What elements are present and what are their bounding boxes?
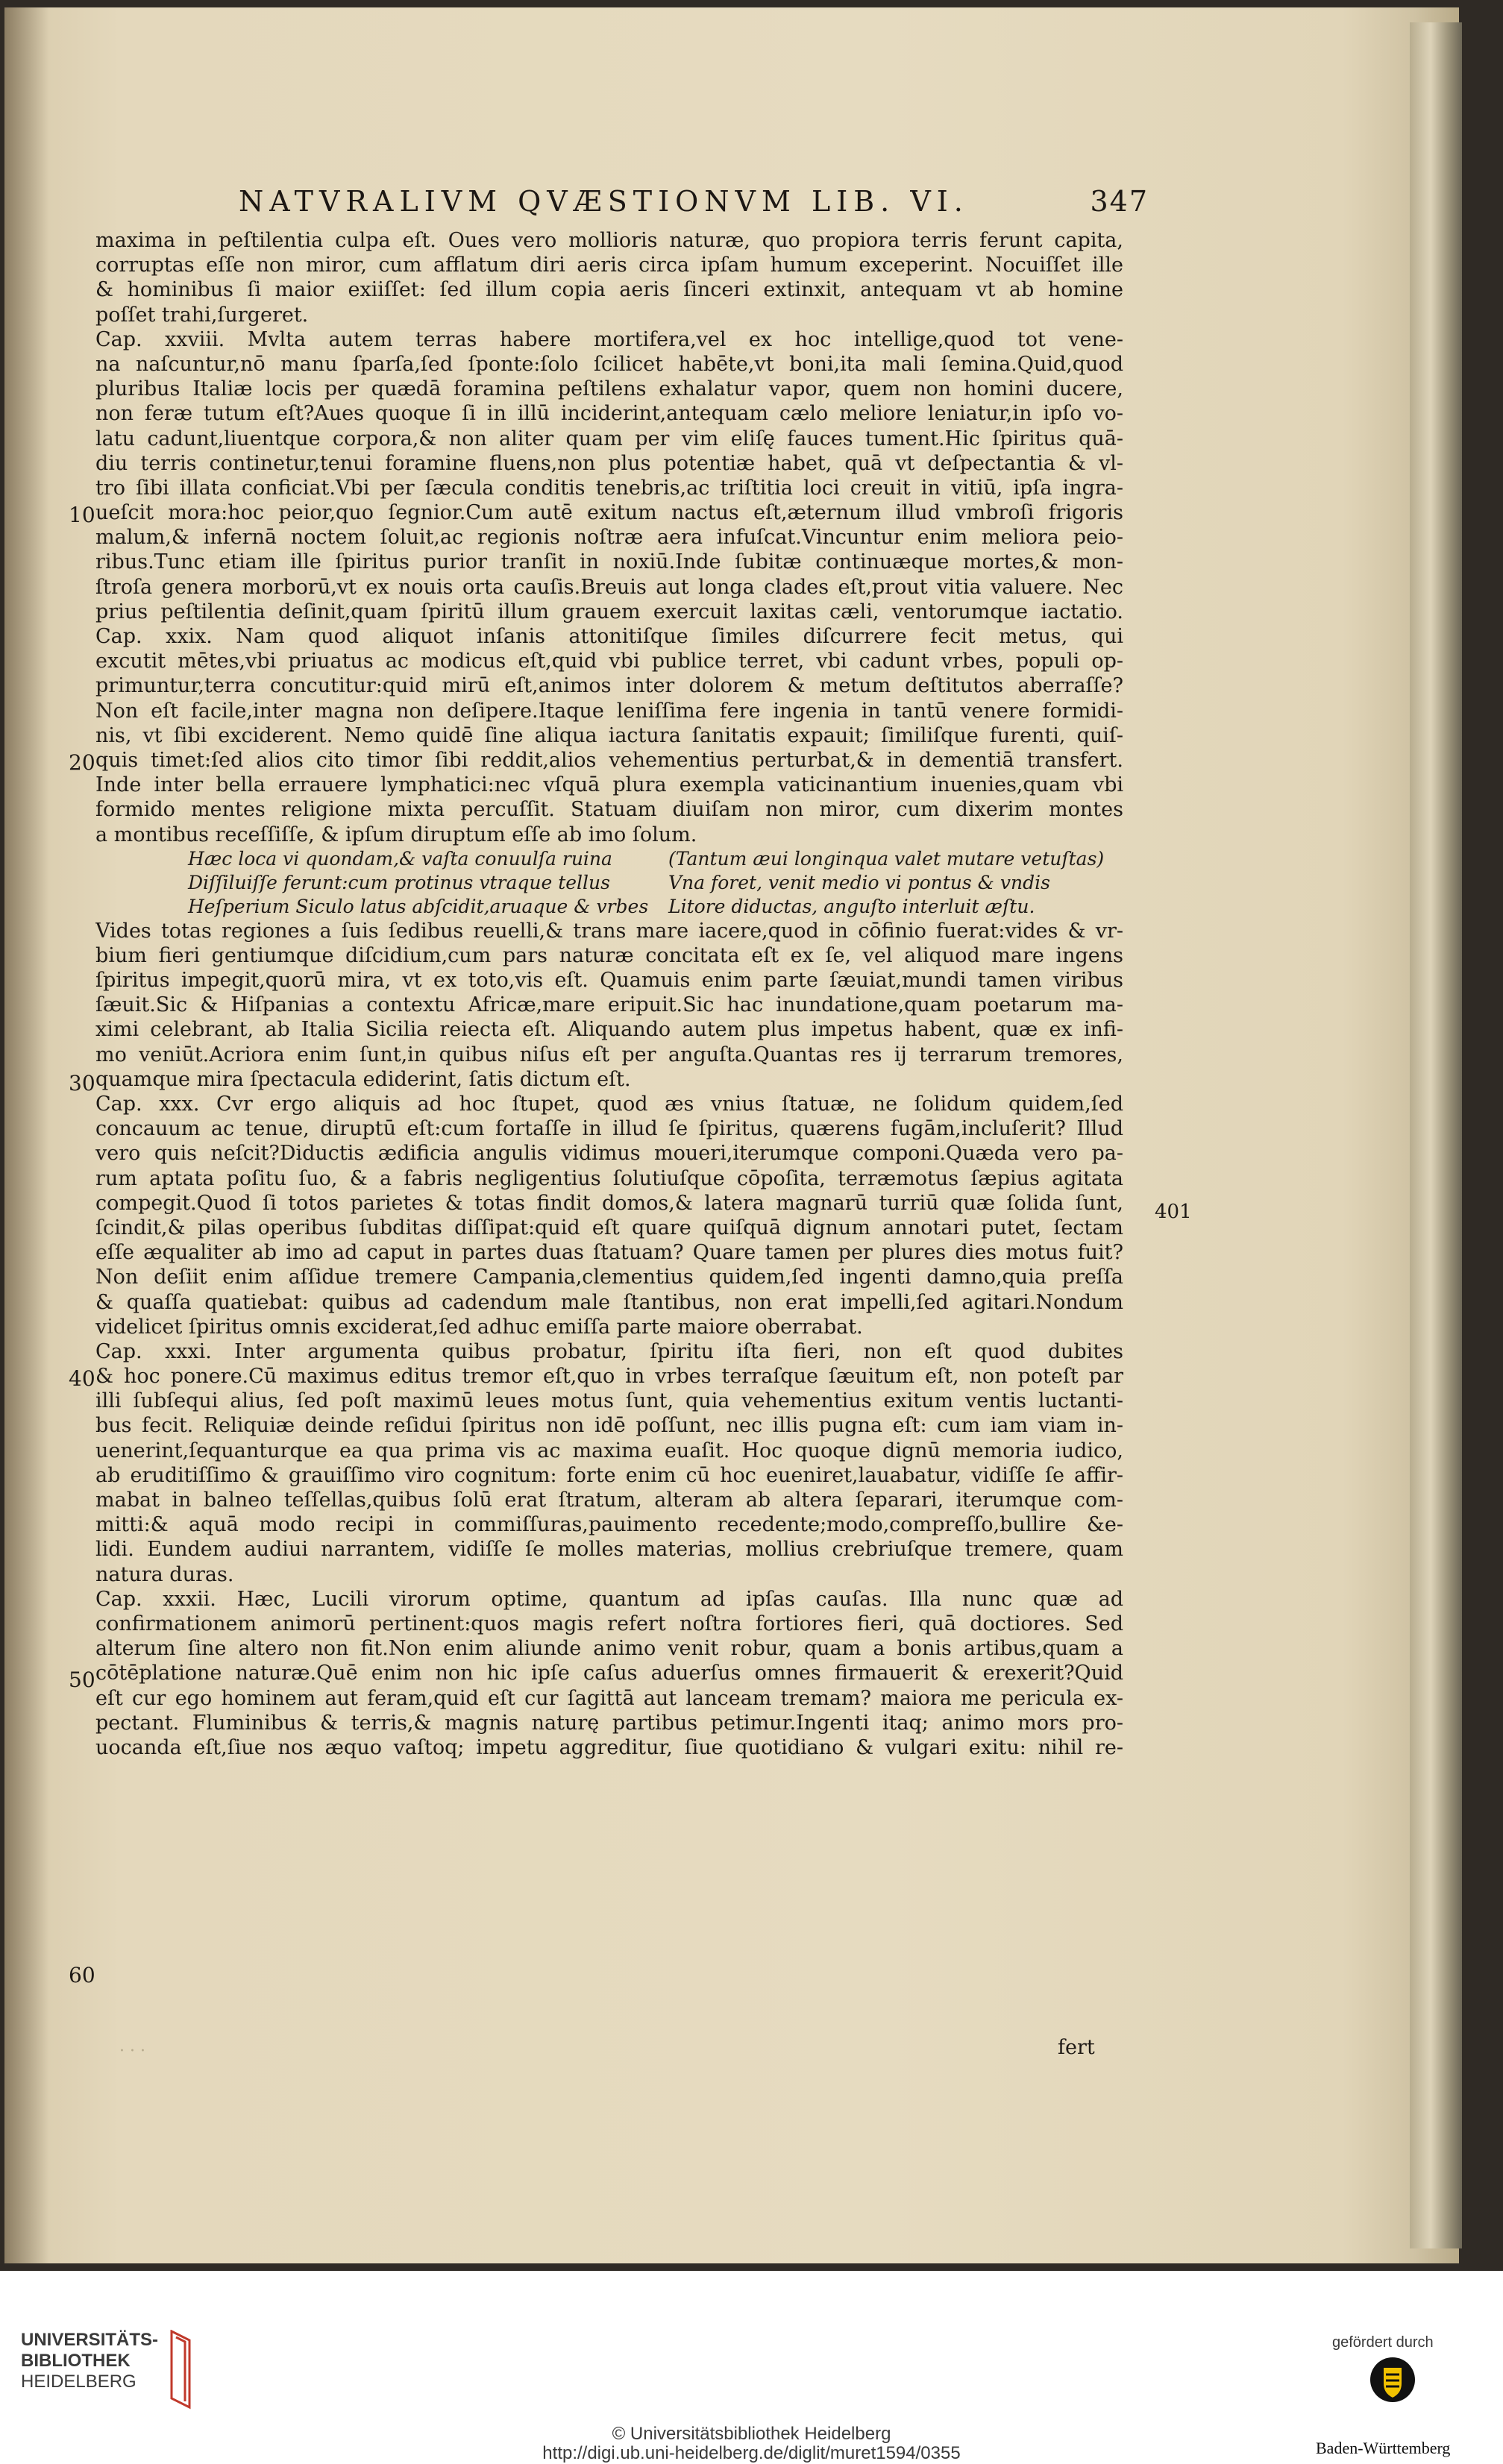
verse-right: Litore diductas, anguſto interluit æſtu. [668,895,1035,917]
verse-line [95,871,1123,895]
text-line: uenerint,ſequanturque ea qua prima vis ac maxima euaſit. Hoc quoque dignū memoria iudico, [95,1439,1123,1462]
text-line: excutit mētes,vbi priuatus ac modicus eſt,quid vbi publice terret, vbi cadunt vrbes, populi op- [95,650,1123,673]
text-line: Cap. xxx. Cvr ergo aliquis ad hoc ſtupet, quod æs vnius ſtatuæ, ne ſolidum quidem,ſed [95,1093,1123,1116]
text-line: poſſet trahi,ſurgeret. [95,303,309,327]
line-number: 30 [69,1071,95,1096]
verse-line [95,847,1123,871]
line-number: 50 [69,1668,95,1692]
text-line: rum aptata poſitu ſuo, & a fabris negligentius ſolutiuſque cōpoſita, terræmotus ſæpius agitata [95,1166,1123,1190]
text-line: ximi celebrant, ab Italia Sicilia reiecta eſt. Aliquando autem plus impetus habent, quæ ex infi- [95,1018,1123,1042]
text-line: mabat in balneo teſſellas,quibus ſolū erat ſtratum, alteram ab altera ſeparari, iterumque com- [95,1489,1123,1512]
text-line: & hoc ponere.Cū maximus editus tremor eſt,quo in vrbes terraſque ſæuitum eſt, non poteſt par [95,1365,1123,1389]
text-line: ribus.Tunc etiam ille ſpiritus purior tranſit in noxiū.Inde ſubitæ continuæque mortes,& mon- [95,550,1123,574]
page-number: 347 [1090,185,1149,218]
text-line: na naſcuntur,nō manu ſparſa,ſed ſponte:ſolo ſcilicet habēte,vt boni,ita mali ſemina.Quid,quod [95,352,1123,376]
text-line: compegit.Quod ſi totos parietes & totas findit domos,& latera magnarū turriū quæ ſolida ſunt, [95,1191,1123,1215]
text-line: bium fieri gentiumque diſcidium,cum pars naturæ concitata eſt ex ſe, vel aliquod mare ingens [95,943,1123,967]
page-edge [1410,22,1462,2248]
text-line: videlicet ſpiritus omnis exciderat,ſed adhuc emiſſa parte maiore oberrabat. [95,1315,863,1339]
text-line: Vides totas regiones a ſuis ſedibus reuelli,& trans mare iacere,quod in cōfinio fuerat:vides & vr- [95,919,1123,943]
text-line: illi ſubſequi alius, ſed poſt maximū leues motus ſunt, quia vehementius exitum ventis luctanti- [95,1389,1123,1413]
library-name [21,2330,158,2392]
text-line: mo veniūt.Acriora enim ſunt,in quibus niſus eſt per anguſta.Quantas res ij terrarum tremores, [95,1043,1123,1066]
funder-name: Baden-Württemberg [1316,2439,1451,2457]
text-line: concauum ac tenue, diruptū eſt:cum fortaſſe in illud ſe ſpiritus, quærens fugām,incluſerit? Illud [95,1117,1123,1141]
text-line: Cap. xxviii. Mvlta autem terras habere mortifera,vel ex hoc intellige,quod tot vene- [95,327,1123,351]
text-line: ab eruditiſſimo & grauiſſimo viro cognitum: forte enim cū hoc eueniret,lauabatur, vidiſſe ſe affir- [95,1463,1123,1487]
copyright-text: © Universitätsbibliothek Heidelberg [612,2424,891,2444]
text-line: Cap. xxxi. Inter argumenta quibus probatur, ſpiritu iſta fieri, non eſt quod dubites [95,1339,1123,1363]
text-line: a montibus receſſiſſe, & ipſum diruptum eſſe ab imo ſolum. [95,823,697,846]
text-line: natura duras. [95,1562,234,1586]
margin-number: 401 [1155,1201,1192,1223]
text-line: eſt cur ego hominem aut feram,quid eſt cur ſagittā aut lanceam tremam? maiora me pericula ex- [95,1686,1123,1710]
text-line: uocanda eſt,ſiue nos æquo vaſtoq; impetu aggreditur, ſiue quotidiano & vulgari exitu: nihil re- [95,1735,1123,1759]
text-line: Cap. xxxii. Hæc, Lucili virorum optime, quantum ad ipſas cauſas. Illa nunc quæ ad [95,1587,1123,1611]
text-line: non feræ tutum eſt?Aues quoque ſi in illū inciderint,antequam cælo meliore leniatur,in ipſo vo- [95,402,1123,426]
text-line: primuntur,terra concutitur:quid mirū eſt,animos inter dolorem & metum deſtitutos aberraſſe? [95,674,1123,698]
text-line: ſcindit,& pilas operibus ſubditas diſſipat:quid eſt quare quiſquā dignum annotari putet, ſectam [95,1216,1123,1239]
text-line: & hominibus ſi maior exiiſſet: ſed illum copia aeris ſinceri extinxit, antequam vt ab homine [95,278,1123,302]
text-line: vero quis neſcit?Diductis ædificia angulis vidimus moueri,iterumque componi.Quæda vero pa- [95,1142,1123,1166]
text-line: Non eſt facile,inter magna non deſipere.Itaque leniſſima fere ingenia in tantū venere formidi- [95,699,1123,723]
text-line: prius peſtilentia deſinit,quam ſpiritū illum grauem exercuit laxitas cæli, ventorumque iactatio. [95,600,1123,623]
text-line: latu cadunt,liuentque corpora,& non aliter quam per vim eliſę fauces tument.Hic ſpiritus quā- [95,427,1123,450]
verse-left: Heſperium Siculo latus abſcidit,aruaque & vrbes [188,895,649,917]
text-line: ſæuit.Sic & Hiſpanias a contextu Africæ,mare eripuit.Sic hac inundatione,quam poetarum ma- [95,993,1123,1017]
text-line: diu terris continetur,tenui foramine fluens,non plus potentiæ habet, quā vt deſpectantia & vl- [95,451,1123,475]
text-line: cōtēplatione naturæ.Quē enim non hic ipſe caſus aduerſus omnes firmauerit & erexerit?Quid [95,1662,1123,1685]
text-line: malum,& infernā noctem ſoluit,ac regionis noſtræ aera infuſcat.Vincuntur enim meliora peio- [95,526,1123,550]
line-number: 10 [69,503,95,527]
verse-right: (Tantum æui longinqua valet mutare vetuſtas) [668,847,1105,870]
line-number: 60 [69,1963,95,1987]
text-line: bus fecit. Reliquiæ deinde reſidui ſpiritus non idē poſſunt, nec illis pugna eſt: cum iam viam in- [95,1414,1123,1438]
baden-wuerttemberg-crest-icon [1369,2357,1416,2403]
gutter-shadow [4,7,49,2263]
text-line: pluribus Italiæ locis per quædā foramina peſtilens exhalatur vapor, quem non homini ducere, [95,377,1123,401]
verse-left: Hæc loca vi quondam,& vaſta conuulſa ruina [188,847,612,870]
text-line: lidi. Eundem audiui narrantem, vidiſſe ſe molles materias, mollius crebriuſque tremere, quam [95,1538,1123,1562]
library-name-line2: BIBLIOTHEK [21,2351,131,2371]
text-line: & quaſſa quatiebat: quibus ad cadendum male ſtantibus, non erat impelli,ſed agitari.Nondum [95,1290,1123,1314]
text-line: ſpiritus impegit,quorū mira, vt ex toto,vis eſt. Quamuis enim parte ſæuiat,mundi tamen viribus [95,969,1123,993]
text-line: corruptas eſſe non miror, cum afflatum diri aeris circa ipſam humum exceperint. Nocuiſſet ille [95,254,1123,277]
text-line: confirmationem animorū pertinent:quos magis refert noſtra fortiores fieri, quā doctiores. Sed [95,1612,1123,1635]
text-line: formido mentes religione mixta percuſſit. Statuam diuiſam non miror, cum dixerim montes [95,798,1123,822]
text-line: ſtroſa genera morborū,vt ex nouis orta cauſis.Breuis aut longa clades eſt,prout vitia valuere. Nec [95,575,1123,599]
verse-right: Vna foret, venit medio vi pontus & vndis [668,871,1050,893]
text-line: Non deſiit enim aſſidue tremere Campania,clementius quidem,ſed ingenti damno,quia preſſa [95,1266,1123,1289]
running-head-title: NATVRALIVM QVÆSTIONVM LIB. VI. [239,185,969,218]
text-line: pectant. Fluminibus & terris,& magnis naturę partibus petimur.Ingenti itaq; animo mors pro- [95,1711,1123,1735]
text-line: Cap. xxix. Nam quod aliquot inſanis attonitiſque ſimiles diſcurrere fecit metus, qui [95,625,1123,648]
running-head [239,185,1149,227]
text-line: nis, vt ſibi exciderent. Nemo quidē ſine aliqua iactura ſanitatis expauit; ſimiliſque furenti, quiſ- [95,723,1123,747]
funded-by-label: gefördert durch [1332,2334,1434,2351]
text-line: tro ſibi illata conficiat.Vbi per ſæcula conditis tenebris,ac triſtitia loci creuit in vitiū, ipſa ingra- [95,476,1123,500]
text-line: mitti:& aquā modo recipi in commiſſuras,pauimento recedente;modo,compreſſo,bullire &e- [95,1513,1123,1537]
line-number: 20 [69,750,95,775]
faint-mark: · · · [119,2042,145,2061]
catchword: fert [1058,2036,1095,2059]
text-block [95,228,1123,1760]
text-line: Inde inter bella errauere lymphatici:nec vſquā plura exempla vaticinantium inuenies,quam vbi [95,773,1123,797]
text-line: alterum ſine altero non fit.Non enim aliunde animo venit robur, quam a bonis artibus,quam a [95,1637,1123,1661]
text-line: eſſe æqualiter ab imo ad caput in partes duas ſtatuam? Quare tamen per plures dies motus fuit? [95,1241,1123,1265]
library-name-line3: HEIDELBERG [21,2372,137,2392]
text-line: ueſcit mora:hoc peior,quo ſegnior.Cum autē exitum nactus eſt,æternum illud vmbroſi frigoris [95,501,1123,525]
library-logo-icon [170,2330,192,2410]
text-line: maxima in peſtilentia culpa eſt. Oues vero mollioris naturæ, quo propiora terris ferunt capita, [95,229,1123,252]
text-line: quamque mira ſpectacula ediderint, ſatis dictum eſt. [95,1067,631,1091]
text-line: quis timet:ſed alios cito timor ſibi reddit,alios vehementius perturbat,& in dementiā transfert. [95,748,1123,772]
verse-left: Diſſiluiſſe ferunt:cum protinus vtraque tellus [188,871,610,893]
source-url[interactable]: http://digi.ub.uni-heidelberg.de/diglit/muret1594/0355 [542,2443,961,2463]
library-name-line1: UNIVERSITÄTS- [21,2330,159,2350]
line-number: 40 [69,1366,95,1391]
verse-line [95,895,1123,919]
